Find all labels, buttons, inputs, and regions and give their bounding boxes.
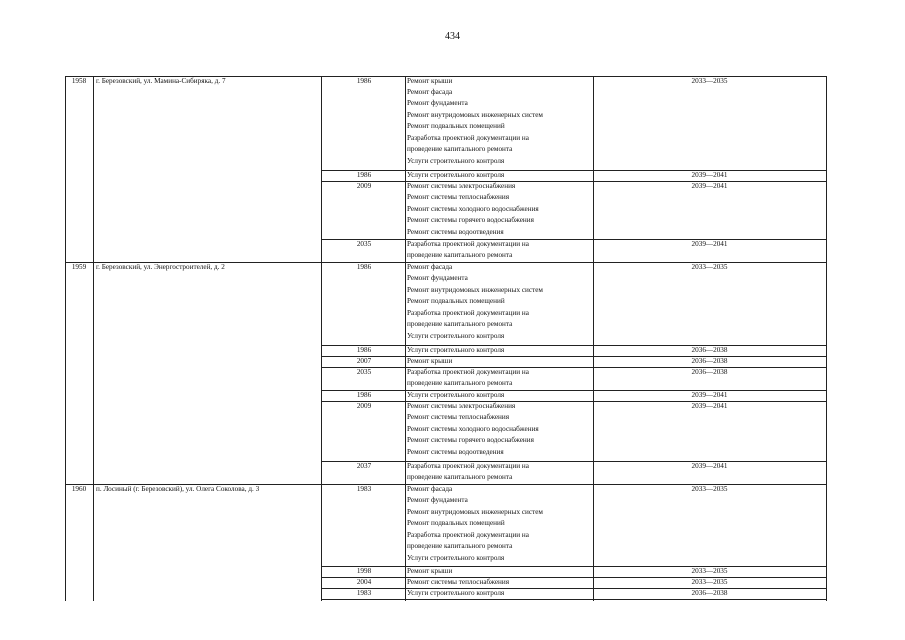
work-item: проведение капитального ремонта [407,379,513,387]
work-item: Разработка проектной документации на [407,368,529,376]
work-item: Разработка проектной документации на [407,134,529,142]
work-item: Ремонт фундамента [407,99,468,107]
repair-period: 2033—2035 [691,263,728,271]
repair-period: 2036—2038 [691,368,728,376]
construction-year: 2009 [356,402,372,410]
work-item: Ремонт внутридомовых инженерных систем [407,508,543,516]
construction-year: 1983 [356,485,372,493]
work-item: Ремонт фасада [407,485,453,493]
column-divider-address [321,76,322,601]
construction-year: 2004 [356,578,372,586]
construction-year: 2035 [356,368,372,376]
work-item: Ремонт системы водоотведения [407,228,504,236]
column-divider-year [405,76,406,601]
repair-period: 2033—2035 [691,77,728,85]
repair-period: 2036—2038 [691,589,728,597]
work-item: Ремонт системы горячего водоснабжения [407,436,534,444]
repair-period: 2039—2041 [691,391,728,399]
entry-address: г. Березовский, ул. Мамина-Сибиряка, д. 7 [96,77,226,85]
repair-period: 2033—2035 [691,485,728,493]
work-item: Разработка проектной документации на [407,531,529,539]
work-item: Ремонт внутридомовых инженерных систем [407,111,543,119]
repair-period: 2039—2041 [691,462,728,470]
construction-year: 1983 [356,589,372,597]
entry-number: 1959 [71,263,87,271]
work-item: Ремонт внутридомовых инженерных систем [407,286,543,294]
work-item: Ремонт фасада [407,88,453,96]
column-divider-number [93,76,94,601]
entry-number: 1958 [71,77,87,85]
page-number: 434 [445,31,460,42]
work-item: Ремонт системы горячего водоснабжения [407,216,534,224]
work-item: Разработка проектной документации на [407,240,529,248]
repair-period: 2033—2035 [691,578,728,586]
work-item: Услуги строительного контроля [407,391,505,399]
work-item: Ремонт системы теплоснабжения [407,413,510,421]
construction-year: 2007 [356,357,372,365]
work-item: Услуги строительного контроля [407,554,505,562]
construction-year: 2035 [356,240,372,248]
work-item: Ремонт системы водоотведения [407,448,504,456]
work-item: проведение капитального ремонта [407,320,513,328]
repair-schedule-table [65,76,826,601]
work-item: Ремонт системы холодного водоснабжения [407,425,539,433]
construction-year: 1986 [356,391,372,399]
construction-year: 2037 [356,462,372,470]
work-item: Ремонт системы теплоснабжения [407,578,510,586]
work-item: Ремонт системы электроснабжения [407,402,516,410]
construction-year: 1986 [356,346,372,354]
column-divider-works [593,76,594,601]
work-item: Ремонт подвальных помещений [407,122,505,130]
work-item: Ремонт фундамента [407,496,468,504]
work-item: Ремонт фасада [407,263,453,271]
construction-year: 1986 [356,77,372,85]
work-item: Ремонт фундамента [407,274,468,282]
work-item: проведение капитального ремонта [407,145,513,153]
work-item: Ремонт системы электроснабжения [407,182,516,190]
table-border-left [65,76,66,601]
repair-period: 2036—2038 [691,357,728,365]
work-item: Ремонт подвальных помещений [407,519,505,527]
repair-period: 2033—2035 [691,567,728,575]
construction-year: 1998 [356,567,372,575]
construction-year: 2009 [356,182,372,190]
repair-period: 2036—2038 [691,346,728,354]
entry-address: г. Березовский, ул. Энергостроителей, д. 2 [96,263,225,271]
work-item: Разработка проектной документации на [407,462,529,470]
work-item: Ремонт крыши [407,77,453,85]
work-item: Услуги строительного контроля [407,171,505,179]
work-item: Услуги строительного контроля [407,157,505,165]
work-item: Ремонт крыши [407,357,453,365]
repair-period: 2039—2041 [691,402,728,410]
construction-year: 1986 [356,171,372,179]
work-item: проведение капитального ремонта [407,251,513,259]
work-item: Услуги строительного контроля [407,332,505,340]
work-item: Услуги строительного контроля [407,589,505,597]
work-item: Разработка проектной документации на [407,309,529,317]
work-item: проведение капитального ремонта [407,542,513,550]
work-item: Ремонт подвальных помещений [407,297,505,305]
entry-address: п. Лосиный (г. Березовский), ул. Олега Соколова, д. 3 [96,485,260,493]
repair-period: 2039—2041 [691,182,728,190]
work-item: Ремонт системы теплоснабжения [407,193,510,201]
work-item: проведение капитального ремонта [407,473,513,481]
work-item: Ремонт крыши [407,567,453,575]
entry-number: 1960 [71,485,87,493]
work-item: Ремонт системы холодного водоснабжения [407,205,539,213]
row-divider [321,599,826,600]
work-item: Услуги строительного контроля [407,346,505,354]
repair-period: 2039—2041 [691,240,728,248]
table-border-right [826,76,827,601]
repair-period: 2039—2041 [691,171,728,179]
construction-year: 1986 [356,263,372,271]
